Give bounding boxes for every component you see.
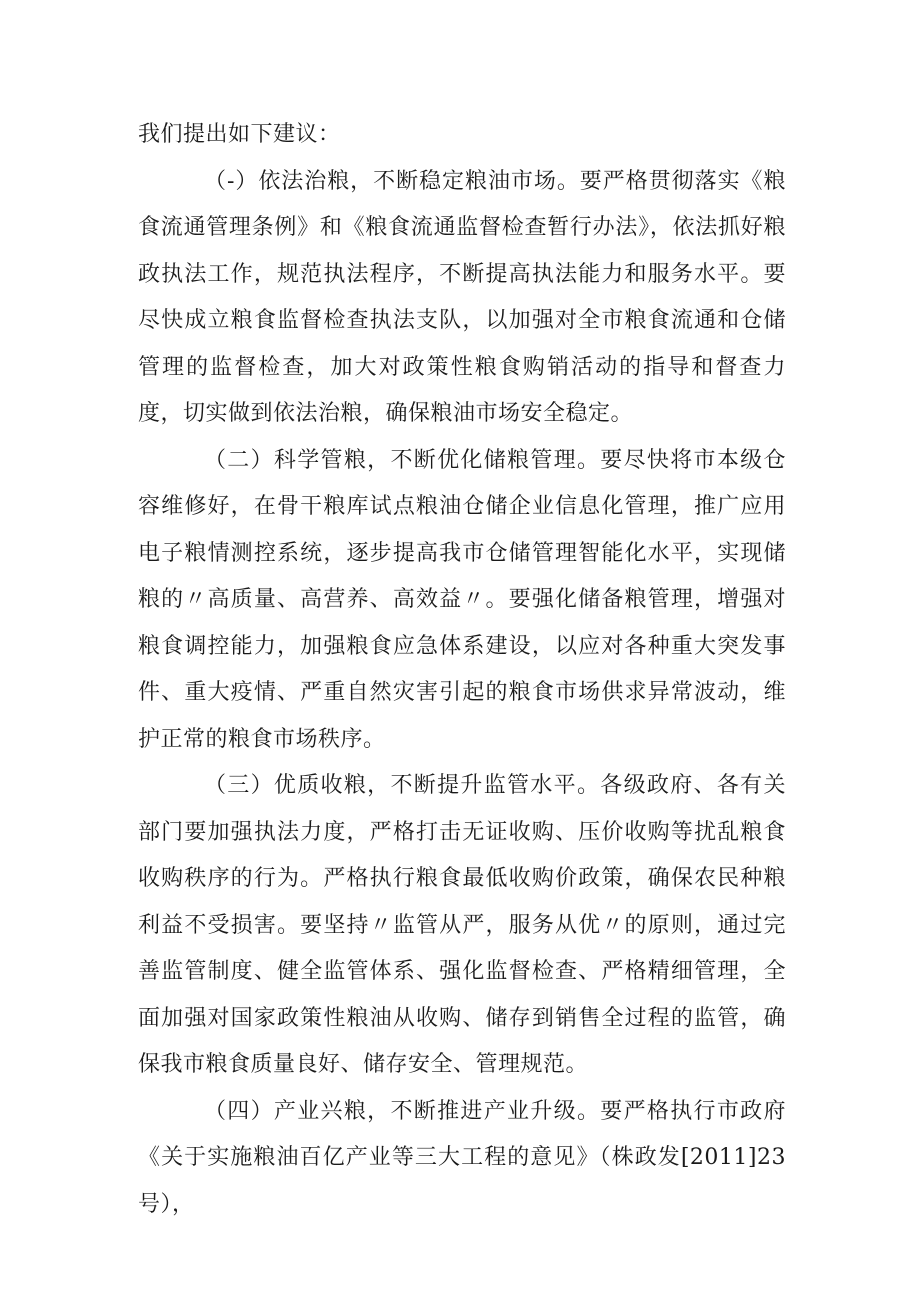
document-body [138,112,786,1228]
paragraph-intro: 我们提出如下建议： [138,122,341,147]
paragraph-point-3: （三）优质收粮，不断提升监管水平。各级政府、各有关部门要加强执法力度，严格打击无证收购、压价收购等扰乱粮食收购秩序的行为。严格执行粮食最低收购价政策，确保农民种粮利益不受损害。要坚持〃监管从严，服务从优〃的原则，通过完善监管制度、健全监管体系、强化监督检查、严格精细管理，全面加强对国家政策性粮油从收购、储存到销售全过程的监管，确保我市粮食质量良好、储存安全、管理规范。 [138,773,786,1077]
paragraph-point-4: （四）产业兴粮，不断推进产业升级。要严格执行市政府《关于实施粮油百亿产业等三大工程的意见》（株政发[2011]23号）， [138,1098,786,1217]
paragraph-point-1: （-）依法治粮，不断稳定粮油市场。要严格贯彻落实《粮食流通管理条例》和《粮食流通监督检查暂行办法》，依法抓好粮政执法工作，规范执法程序，不断提高执法能力和服务水平。要尽快成立粮食监督检查执法支队，以加强对全市粮食流通和仓储管理的监督检查，加大对政策性粮食购销活动的指导和督查力度，切实做到依法治粮，确保粮油市场安全稳定。 [138,168,786,426]
paragraph-point-2: （二）科学管粮，不断优化储粮管理。要尽快将市本级仓容维修好，在骨干粮库试点粮油仓储企业信息化管理，推广应用电子粮情测控系统，逐步提高我市仓储管理智能化水平，实现储粮的〃高质量、高营养、高效益〃。要强化储备粮管理，增强对粮食调控能力，加强粮食应急体系建设，以应对各种重大突发事件、重大疫情、严重自然灾害引起的粮食市场供求异常波动，维护正常的粮食市场秩序。 [138,447,786,752]
